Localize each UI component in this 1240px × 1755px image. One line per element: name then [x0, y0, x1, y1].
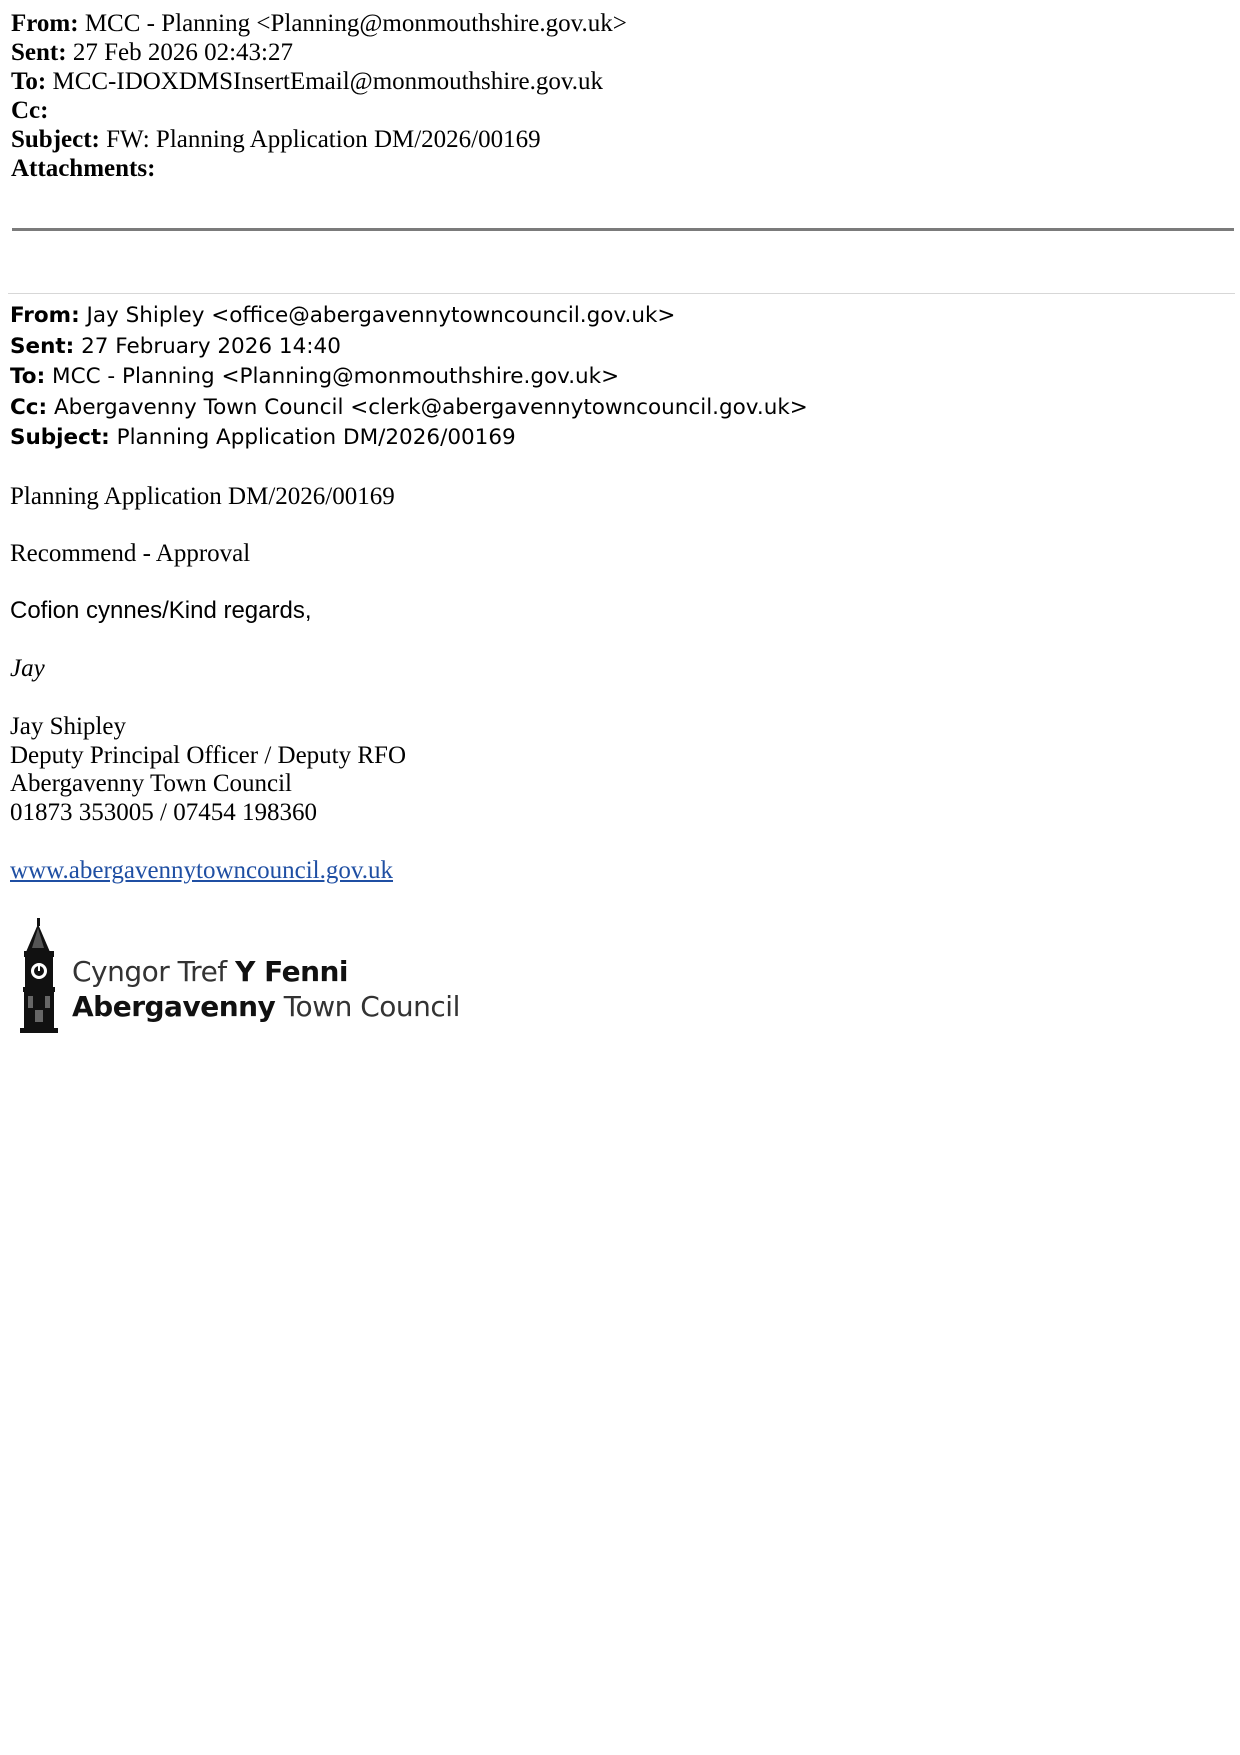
body-signoff: Jay: [10, 655, 45, 682]
to-label: To:: [10, 364, 46, 389]
body-recommendation: Recommend - Approval: [10, 540, 251, 567]
forwarded-from-row: [11, 9, 627, 38]
cc-value: Abergavenny Town Council <clerk@abergavennytowncouncil.gov.uk>: [47, 394, 808, 420]
body-regards: Cofion cynnes/Kind regards,: [10, 597, 312, 624]
to-value: MCC - Planning <Planning@monmouthshire.gov.uk>: [45, 364, 620, 389]
original-from-row: [10, 301, 808, 332]
to-value: MCC-IDOXDMSInsertEmail@monmouthshire.gov.uk: [46, 68, 604, 95]
forwarded-cc-row: [11, 96, 627, 125]
sent-label: Sent:: [10, 333, 75, 359]
signature-title: Deputy Principal Officer / Deputy RFO: [10, 741, 406, 769]
cc-label: Cc:: [10, 394, 48, 420]
signature-organisation: Abergavenny Town Council: [10, 770, 293, 797]
from-label: From:: [10, 303, 80, 328]
from-value: MCC - Planning <Planning@monmouthshire.gov.uk>: [78, 10, 627, 37]
original-subject-row: [10, 423, 808, 454]
subject-label: Subject:: [10, 425, 110, 450]
subject-value: FW: Planning Application DM/2026/00169: [99, 126, 541, 153]
website-link[interactable]: www.abergavennytowncouncil.gov.uk: [10, 857, 394, 884]
attachments-label: Attachments:: [11, 155, 156, 182]
to-label: To:: [11, 68, 47, 95]
original-sent-row: [10, 332, 808, 363]
sent-label: Sent:: [11, 39, 67, 66]
original-to-row: [10, 362, 808, 393]
forwarded-attachments-row: [11, 154, 627, 183]
original-email-header: [10, 301, 808, 454]
forwarded-to-row: [11, 67, 627, 96]
signature-phones: 01873 353005 / 07454 198360: [10, 798, 317, 826]
forwarded-sent-row: [11, 38, 627, 67]
logo-welsh-name: Cyngor Tref Y Fenni: [72, 955, 349, 988]
subject-value: Planning Application DM/2026/00169: [109, 425, 516, 450]
sent-value: 27 Feb 2026 02:43:27: [66, 39, 293, 66]
signature-block: [10, 713, 406, 827]
original-message-divider: [8, 293, 1235, 294]
from-label: From:: [11, 10, 79, 37]
logo-english-name: Abergavenny Town Council: [72, 990, 460, 1023]
body-application-line: Planning Application DM/2026/00169: [10, 483, 395, 510]
original-cc-row: [10, 393, 808, 424]
sent-value: 27 February 2026 14:40: [74, 333, 341, 359]
forwarded-email-header: [11, 9, 627, 183]
forwarded-subject-row: [11, 125, 627, 154]
clock-tower-icon: [18, 918, 62, 1033]
header-divider: [12, 228, 1234, 231]
signature-name: Jay Shipley: [10, 713, 126, 740]
subject-label: Subject:: [11, 126, 100, 153]
council-logo: [18, 918, 460, 1033]
cc-label: Cc:: [11, 97, 49, 124]
from-value: Jay Shipley <office@abergavennytowncouncil.gov.uk>: [79, 303, 676, 328]
